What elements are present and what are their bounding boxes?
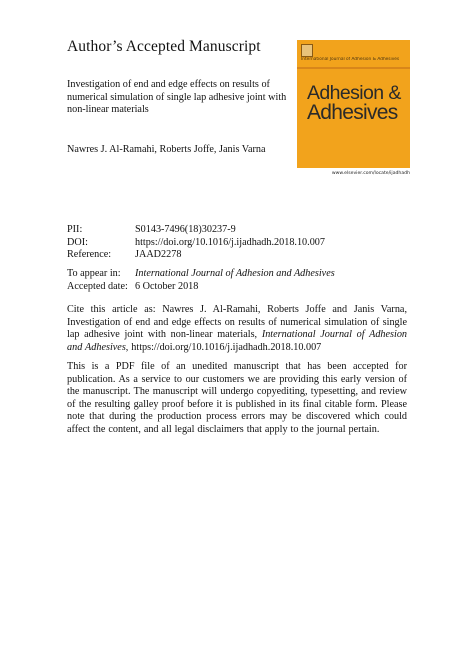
doi-label: DOI: <box>67 236 88 248</box>
citation-journal: International Journal of Adhesion and Adhesives <box>67 329 408 353</box>
cover-journal-title <box>307 84 410 122</box>
cover-title-line1: Adhesion & <box>307 82 401 104</box>
citation-prefix: Cite this article as: Nawres J. Al-Ramahi, Roberts Joffe and Janis Varna, Investigation of end and edge effects on results of numerical simulation of single lap adhesive joint with non-linear materials, <box>67 304 407 341</box>
pii-value: S0143-7496(18)30237-9 <box>135 224 236 235</box>
page-header-title: Author’s Accepted Manuscript <box>67 38 261 55</box>
doi-row <box>67 237 407 250</box>
elsevier-logo-icon <box>301 44 313 57</box>
article-title: Investigation of end and edge effects on results of numerical simulation of single lap adhesive joint with non-linear materials <box>67 79 287 116</box>
pii-row <box>67 224 407 237</box>
reference-value: JAAD2278 <box>135 249 182 261</box>
journal-url: www.elsevier.com/locate/ijadhadh <box>331 171 410 176</box>
accepted-date-value: 6 October 2018 <box>135 280 199 292</box>
publication-info <box>67 268 407 296</box>
cover-strap-text: International Journal of Adhesion & Adhesives <box>301 57 400 62</box>
citation-suffix: , https://doi.org/10.1016/j.ijadhadh.2018.10.007 <box>125 341 322 353</box>
doi-link[interactable]: https://doi.org/10.1016/j.ijadhadh.2018.10.007 <box>135 236 325 248</box>
reference-row <box>67 249 407 262</box>
article-authors: Nawres J. Al-Ramahi, Roberts Joffe, Janis Varna <box>67 144 266 155</box>
cover-title-line2: Adhesives <box>307 101 398 124</box>
journal-cover-image <box>297 40 410 168</box>
pii-label: PII: <box>67 224 83 235</box>
disclaimer-paragraph: This is a PDF file of an unedited manuscript that has been accepted for publication. As a service to our customers we are providing this early version of the manuscript. The manuscript will undergo copyediting, typesetting, and review of the resulting galley proof before it is published in its final citable form. Please note that during the production process errors may be discovered which could affect the content, and all legal disclaimers that apply to the journal pertain. <box>67 361 407 435</box>
appear-in-row <box>67 268 407 281</box>
cover-divider <box>297 67 410 69</box>
article-identifiers <box>67 224 407 264</box>
citation-paragraph <box>67 304 407 354</box>
accepted-date-row <box>67 281 407 294</box>
accepted-date-label: Accepted date: <box>67 280 128 292</box>
reference-label: Reference: <box>67 249 112 261</box>
appear-in-journal: International Journal of Adhesion and Adhesives <box>135 268 335 279</box>
appear-in-label: To appear in: <box>67 268 121 279</box>
